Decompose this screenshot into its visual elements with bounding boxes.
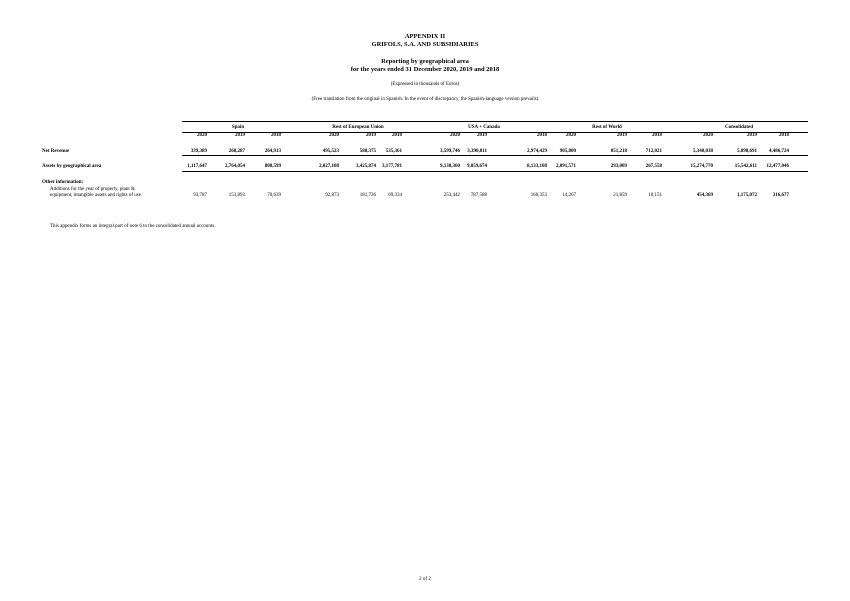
page-number: 2 of 2 — [419, 577, 431, 582]
row-sublabel-additions-2: equipment, intangible assets and rights of use — [50, 193, 141, 198]
table-cell: 3,177,781 — [382, 164, 402, 169]
table-cell: 316,677 — [772, 193, 789, 198]
table-cell: 4,486,724 — [769, 149, 789, 154]
table-cell: 153,893 — [228, 193, 245, 198]
year-header: 2020 — [566, 133, 576, 138]
row-label-assets: Assets by geographical area — [42, 164, 102, 169]
units-note: (Expressed in thousands of Euros) — [390, 82, 460, 87]
group-header: Consolidated — [724, 125, 754, 130]
year-header: 2019 — [235, 133, 245, 138]
table-cell: 253,442 — [443, 193, 460, 198]
table-cell: 5,098,691 — [737, 149, 757, 154]
table-cell: 15,542,611 — [734, 164, 757, 169]
year-header: 2020 — [450, 133, 460, 138]
table-cell: 181,736 — [359, 193, 376, 198]
table-cell: 905,800 — [559, 149, 576, 154]
row-label-other-info: Other information: — [42, 180, 84, 185]
year-header: 2019 — [477, 133, 487, 138]
table-cell: 1,175,072 — [737, 193, 757, 198]
year-header: 2018 — [652, 133, 662, 138]
table-cell: 787,588 — [470, 193, 487, 198]
table-cell: 2,764,054 — [225, 164, 245, 169]
table-cell: 10,151 — [648, 193, 662, 198]
table-top-rule — [182, 121, 808, 122]
year-header: 2019 — [366, 133, 376, 138]
table-cell: 21,859 — [613, 193, 627, 198]
table-cell: 454,369 — [696, 193, 713, 198]
year-header: 2018 — [271, 133, 281, 138]
table-cell: 535,361 — [385, 149, 402, 154]
table-cell: 9,138,360 — [440, 164, 460, 169]
row-sublabel-additions-1: Additions for the year of property, plant & — [50, 187, 135, 192]
table-cell: 2,027,108 — [319, 164, 339, 169]
table-cell: 339,389 — [190, 149, 207, 154]
table-cell: 1,117,647 — [187, 164, 207, 169]
table-cell: 712,021 — [645, 149, 662, 154]
year-header: 2019 — [617, 133, 627, 138]
report-title: Reporting by geographical area — [381, 58, 469, 65]
table-cell: 15,274,770 — [690, 164, 713, 169]
table-cell: 3,425,874 — [356, 164, 376, 169]
row-label-net-revenue: Net Revenue — [42, 149, 70, 154]
table-cell: 92,873 — [325, 193, 339, 198]
year-header: 2020 — [197, 133, 207, 138]
table-cell: 8,133,108 — [527, 164, 547, 169]
company-name: GRIFOLS, S.A. AND SUBSIDIARIES — [371, 41, 479, 48]
table-cell: 3,599,746 — [440, 149, 460, 154]
table-cell: 14,267 — [562, 193, 576, 198]
table-cell: 12,477,046 — [766, 164, 789, 169]
table-cell: 3,390,811 — [467, 149, 487, 154]
table-cell: 166,353 — [530, 193, 547, 198]
group-header: Rest of World — [592, 125, 622, 130]
table-cell: 495,523 — [322, 149, 339, 154]
translation-note: (Free translation from the original in Spanish. In the event of discrepancy, the Spanish-language version prevails) — [311, 97, 539, 102]
table-cell: 851,218 — [610, 149, 627, 154]
report-period: for the years ended 31 December 2020, 2019 and 2018 — [350, 66, 500, 73]
year-header: 2019 — [747, 133, 757, 138]
year-header: 2018 — [392, 133, 402, 138]
net-revenue-rule — [182, 155, 808, 156]
group-header: Spain — [231, 125, 245, 130]
table-cell: 264,913 — [264, 149, 281, 154]
year-header: 2018 — [537, 133, 547, 138]
assets-rule — [182, 171, 808, 172]
year-header: 2018 — [779, 133, 789, 138]
table-cell: 69,334 — [388, 193, 402, 198]
table-cell: 93,787 — [193, 193, 207, 198]
table-cell: 9,059,674 — [467, 164, 487, 169]
table-cell: 268,287 — [228, 149, 245, 154]
table-cell: 808,599 — [264, 164, 281, 169]
group-header: Rest of European Union — [332, 125, 384, 130]
table-cell: 2,974,429 — [527, 149, 547, 154]
group-header: USA + Canada — [468, 125, 500, 130]
table-cell: 2,091,571 — [556, 164, 576, 169]
table-cell: 70,639 — [267, 193, 281, 198]
table-cell: 588,375 — [359, 149, 376, 154]
year-header: 2020 — [329, 133, 339, 138]
appendix-title: APPENDIX II — [404, 33, 446, 40]
table-cell: 5,340,038 — [693, 149, 713, 154]
table-cell: 293,009 — [610, 164, 627, 169]
table-cell: 267,558 — [645, 164, 662, 169]
footnote: This appendix forms an integral part of note 6 to the consolidated annual accounts. — [50, 224, 216, 229]
year-header: 2020 — [703, 133, 713, 138]
